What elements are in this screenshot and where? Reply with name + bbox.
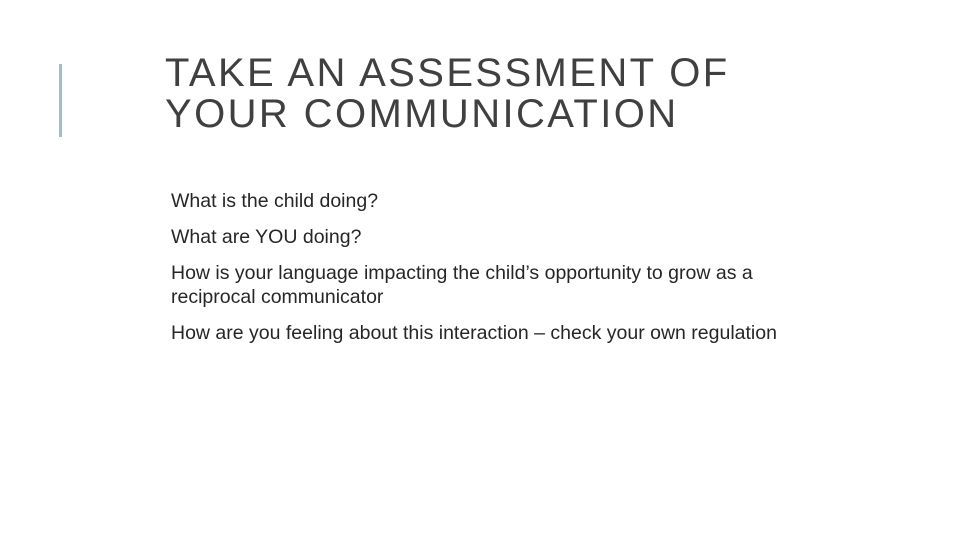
- bullet-item: What are YOU doing?: [171, 226, 362, 248]
- bullet-item: What is the child doing?: [171, 190, 379, 212]
- bullet-item: How are you feeling about this interaction – check your own regulation: [171, 322, 777, 344]
- slide-title: [165, 53, 905, 135]
- title-accent-bar: [59, 64, 62, 137]
- bullet-item: How is your language impacting the child’s opportunity to grow as a reciprocal communicator: [171, 262, 753, 308]
- slide-title-line-1: TAKE AN ASSESSMENT OF: [165, 51, 730, 95]
- slide-title-line-2: YOUR COMMUNICATION: [165, 92, 679, 136]
- bullet-list: [171, 189, 791, 357]
